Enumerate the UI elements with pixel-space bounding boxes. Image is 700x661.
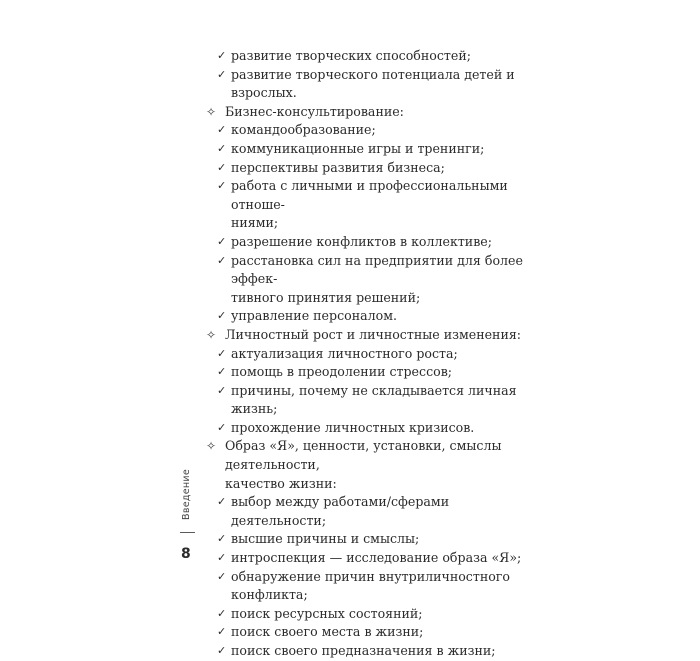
list-item	[203, 307, 523, 326]
list-item	[203, 47, 523, 66]
list-item	[203, 382, 523, 419]
list-item-text: помощь в преодолении стрессов;	[231, 364, 453, 380]
running-head: Введение	[181, 468, 192, 520]
page-body	[203, 47, 523, 661]
list-item-text: управление персоналом.	[231, 308, 397, 324]
list-item-text: прохождение личностных кризисов.	[231, 419, 475, 435]
list-item	[203, 605, 523, 624]
section-title-text: Образ «Я», ценности, установки, смыслы деятельности,	[225, 438, 502, 473]
checkmark-icon: ✓	[217, 551, 227, 565]
section-title	[203, 437, 523, 493]
checkmark-icon: ✓	[217, 569, 227, 583]
list-item	[203, 233, 523, 252]
checkmark-icon: ✓	[217, 625, 227, 639]
checkmark-icon: ✓	[217, 420, 227, 434]
list-item-text: коммуникационные игры и тренинги;	[231, 140, 485, 156]
list-item	[203, 363, 523, 382]
list-item-text: развитие творческих способностей;	[231, 48, 471, 63]
list-item	[203, 159, 523, 178]
section-title	[203, 326, 523, 345]
section-title-text: Личностный рост и личностные изменения:	[225, 326, 522, 342]
list-item	[203, 345, 523, 364]
section-title-text: качество жизни:	[225, 475, 337, 491]
list-item-text: причины, почему не складывается личная жизнь;	[231, 382, 517, 417]
list-item-text: расстановка сил на предприятии для более эффек-	[231, 252, 523, 287]
checkmark-icon: ✓	[217, 346, 227, 360]
list-item-text: перспективы развития бизнеса;	[231, 159, 445, 175]
list-item-text: развитие творческого потенциала детей и взрослых.	[231, 66, 515, 101]
checkmark-icon: ✓	[217, 532, 227, 546]
section-list	[203, 103, 523, 661]
list-item-text: поиск своего места в жизни;	[231, 624, 424, 640]
section-title-text: Бизнес-консультирование:	[225, 103, 404, 119]
section	[203, 326, 523, 438]
checkmark-icon: ✓	[217, 253, 227, 267]
list-item	[203, 419, 523, 438]
list-item-text: поиск ресурсных состояний;	[231, 605, 423, 621]
checkmark-icon: ✓	[217, 49, 227, 62]
list-item-text: обнаружение причин внутриличностного конфликта;	[231, 568, 510, 603]
list-item	[203, 623, 523, 642]
checkmark-icon: ✓	[217, 644, 227, 657]
list-item	[203, 530, 523, 549]
sparkle-diamond-icon: ✧	[206, 104, 217, 119]
checkmark-icon: ✓	[217, 123, 227, 137]
list-item-text: актуализация личностного роста;	[231, 345, 458, 361]
checkmark-icon: ✓	[217, 160, 227, 174]
sparkle-diamond-icon: ✧	[206, 327, 217, 342]
list-item-text: поиск своего предназначения в жизни;	[231, 643, 496, 658]
section	[203, 103, 523, 326]
list-item	[203, 642, 523, 661]
list-item	[203, 493, 523, 530]
list-item	[203, 252, 523, 308]
list-item-text: командообразование;	[231, 122, 376, 138]
checkmark-icon: ✓	[217, 179, 227, 193]
section	[203, 437, 523, 660]
checkmark-icon: ✓	[217, 365, 227, 379]
list-item-text: разрешение конфликтов в коллективе;	[231, 233, 492, 249]
list-item	[203, 549, 523, 568]
list-item	[203, 140, 523, 159]
checkmark-icon: ✓	[217, 309, 227, 323]
list-item-text: тивного принятия решений;	[231, 289, 421, 305]
list-item	[203, 177, 523, 233]
checkmark-icon: ✓	[217, 67, 227, 81]
checkmark-icon: ✓	[217, 141, 227, 155]
list-item-text: работа с личными и профессиональными отноше-	[231, 178, 508, 212]
list-item-text: ниями;	[231, 215, 279, 231]
list-item-text: выбор между работами/сферами деятельности;	[231, 494, 450, 528]
list-item-text: интроспекция — исследование образа «Я»;	[231, 550, 522, 566]
checkmark-icon: ✓	[217, 606, 227, 620]
list-item	[203, 66, 523, 103]
checkmark-icon: ✓	[217, 234, 227, 248]
checkmark-icon: ✓	[217, 495, 227, 509]
list-item-text: высшие причины и смыслы;	[231, 531, 420, 547]
lead-list	[203, 47, 523, 103]
checkmark-icon: ✓	[217, 383, 227, 397]
section-title	[203, 103, 523, 122]
running-head-rule	[180, 532, 195, 533]
sparkle-diamond-icon: ✧	[206, 439, 217, 454]
list-item	[203, 568, 523, 605]
page-number: 8	[181, 546, 191, 562]
list-item	[203, 121, 523, 140]
